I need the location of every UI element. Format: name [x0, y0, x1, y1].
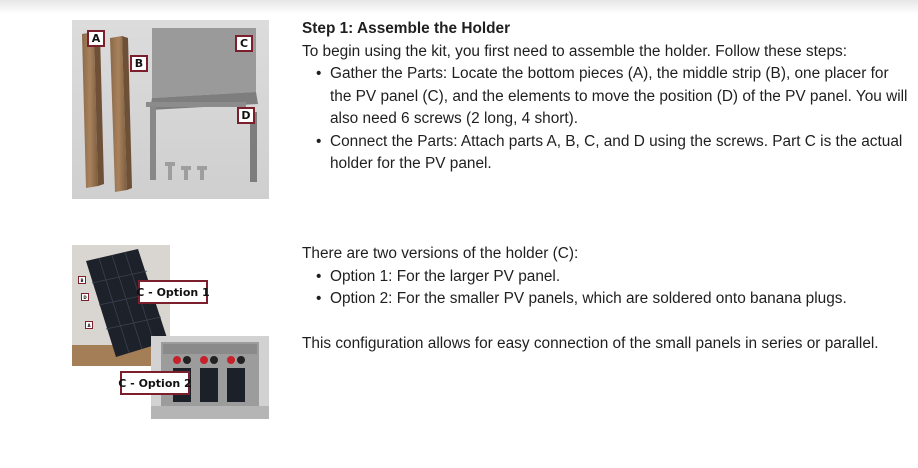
list-item: • Gather the Parts: Locate the bottom pieces (A), the middle strip (B), one placer for the PV panel (C), and the elements to move the position (D) of the PV panel. You will also need 6 screws (2 long, 4 short).: [330, 63, 912, 131]
list-item: • Option 2: For the smaller PV panels, which are soldered onto banana plugs.: [330, 288, 912, 311]
step1-section: [302, 18, 912, 176]
parts-photo: [72, 20, 269, 199]
step1-heading: Step 1: Assemble the Holder: [302, 20, 511, 37]
versions-intro: There are two versions of the holder (C):: [302, 245, 579, 262]
label-c-option-1: C - Option 1: [138, 280, 208, 304]
label-c-option-2: C - Option 2: [120, 371, 190, 395]
tiny-label-d: D: [81, 293, 89, 301]
label-d: D: [237, 107, 255, 124]
list-item: • Option 1: For the larger PV panel.: [330, 266, 912, 289]
config-paragraph: [302, 333, 892, 356]
label-b: B: [130, 55, 148, 72]
list-item: • Connect the Parts: Attach parts A, B, C, and D using the screws. Part C is the actual holder for the PV panel.: [330, 131, 912, 176]
versions-section: [302, 243, 912, 311]
step1-list: [302, 63, 912, 176]
step1-intro: To begin using the kit, you first need to assemble the holder. Follow these steps:: [302, 42, 847, 60]
tiny-label-a: A: [85, 321, 93, 329]
label-c: C: [235, 35, 253, 52]
tiny-label-b: B: [78, 276, 86, 284]
versions-list: [302, 266, 912, 311]
config-text: This configuration allows for easy connection of the small panels in series or parallel.: [302, 335, 879, 352]
top-shade: [0, 0, 918, 14]
label-a: A: [87, 30, 105, 47]
